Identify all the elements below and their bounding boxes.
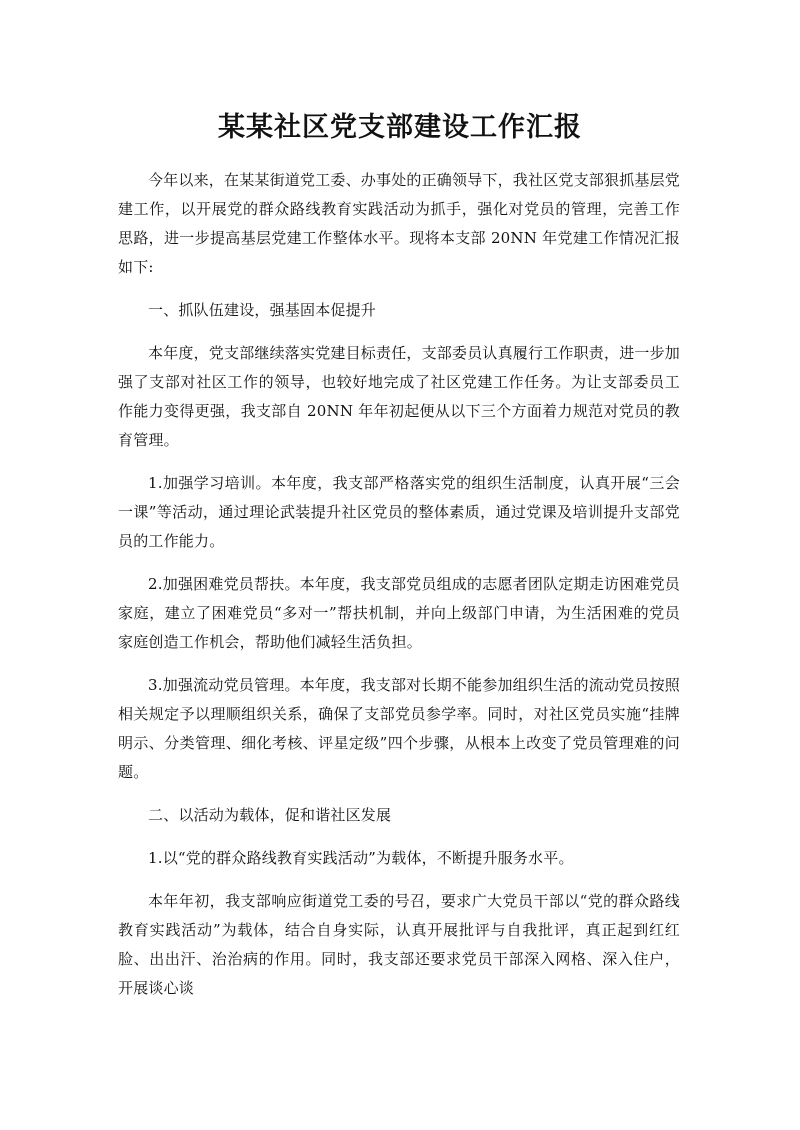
section-heading-1: 一、抓队伍建设，强基固本促提升 (148, 301, 377, 319)
section-heading-2: 二、以活动为载体，促和谐社区发展 (148, 806, 392, 824)
paragraph-item-mass-line-activity: 1.以“党的群众路线教育实践活动”为载体，不断提升服务水平。 (148, 849, 574, 867)
paragraph-item-hardship-support: 2.加强困难党员帮扶。本年度，我支部党员组成的志愿者团队定期走访困难党员家庭，建立了困难党员“多对一”帮扶机制，并向上级部门申请，为生活困难的党员家庭创造工作机会，帮助他们减轻生活负担。 (118, 575, 680, 651)
paragraph-section-1-overview: 本年度，党支部继续落实党建目标责任，支部委员认真履行工作职责，进一步加强了支部对社区工作的领导，也较好地完成了社区党建工作任务。为让支部委员工作能力变得更强，我支部自 20NN 年年初起便从以下三个方面着力规范对党员的教育管理。 (118, 344, 681, 449)
document-title: 某某社区党支部建设工作汇报 (218, 112, 582, 143)
paragraph-section-2-detail: 本年年初，我支部响应街道党工委的号召，要求广大党员干部以“党的群众路线教育实践活动”为载体，结合自身实际，认真开展批评与自我批评，真正起到红红脸、出出汗、治治病的作用。同时，我支部还要求党员干部深入网格、深入住户，开展谈心谈 (118, 892, 680, 997)
document-body (118, 166, 680, 1017)
paragraph-item-mobile-members: 3.加强流动党员管理。本年度，我支部对长期不能参加组织生活的流动党员按照相关规定予以理顺组织关系，确保了支部党员参学率。同时，对社区党员实施“挂牌明示、分类管理、细化考核、评星定级”四个步骤，从根本上改变了党员管理难的问题。 (118, 676, 680, 781)
paragraph-intro: 今年以来，在某某街道党工委、办事处的正确领导下，我社区党支部狠抓基层党建工作，以开展党的群众路线教育实践活动为抓手，强化对党员的管理，完善工作思路，进一步提高基层党建工作整体水平。现将本支部 20NN 年党建工作情况汇报如下: (118, 171, 681, 276)
paragraph-item-study-training: 1.加强学习培训。本年度，我支部严格落实党的组织生活制度，认真开展“三会一课”等活动，通过理论武装提升社区党员的整体素质，通过党课及培训提升支部党员的工作能力。 (118, 474, 680, 550)
